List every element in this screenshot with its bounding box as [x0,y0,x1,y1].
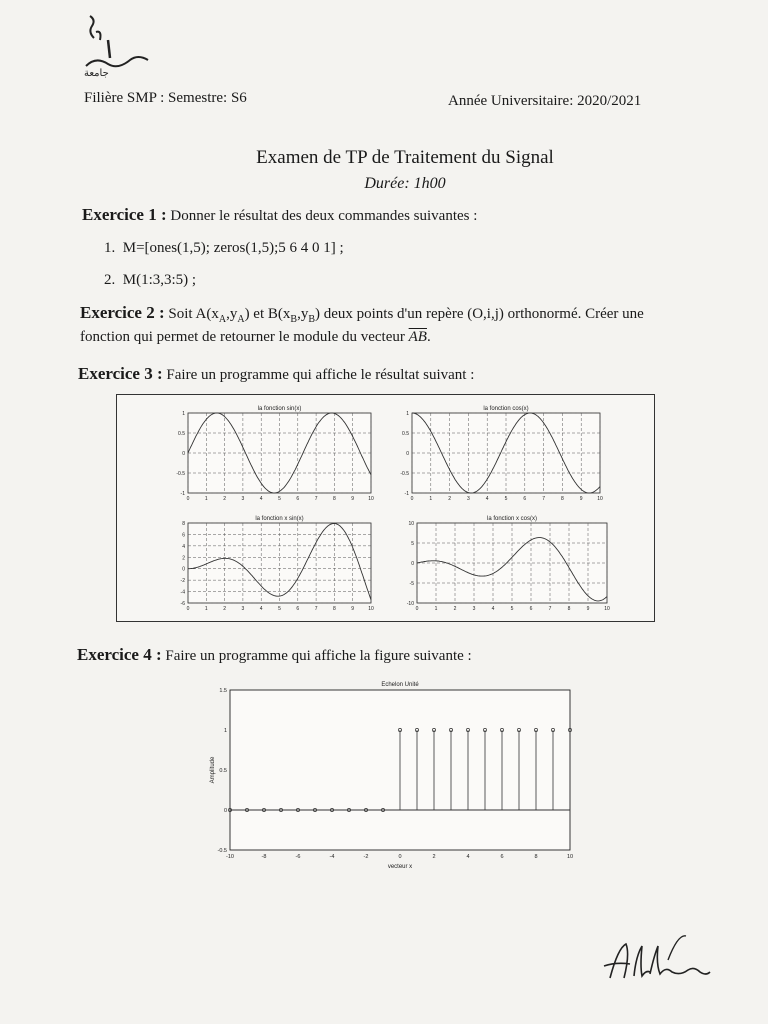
x-tick-label: 5 [278,606,281,612]
exercise-1-statement [82,205,477,225]
y-tick-label: 0.5 [178,431,185,437]
x-tick-label: 10 [597,496,603,502]
subplot-title: la fonction x sin(x) [255,516,304,522]
y-tick-label: 0 [182,451,185,457]
x-tick-label: 1 [204,496,208,502]
item-number: 2. [104,272,116,288]
ex2-sub: B [290,314,298,325]
x-tick-label: 7 [548,606,552,612]
x-tick-label: 4 [485,496,489,502]
x-tick-label: 0 [186,606,190,612]
y-tick-label: -1 [404,491,409,497]
exercise-4-statement [77,645,472,665]
annee-universitaire: Année Universitaire: 2020/2021 [448,93,642,109]
list-item [104,272,196,289]
subplot-title: la fonction cos(x) [483,406,529,412]
x-tick-label: 1 [434,606,438,612]
exercise-1-text: Donner le résultat des deux commandes suivantes : [170,208,478,224]
x-tick-label: 8 [567,606,571,612]
x-tick-label: 5 [278,496,281,502]
x-tick-label: 8 [333,606,336,612]
exercise-3-statement [78,364,474,384]
subplot-2 [400,406,603,502]
ex2-text: ) et B(x [244,306,291,322]
y-tick-label: -10 [406,601,414,607]
ex2-text: Soit A(x [168,306,219,322]
x-tick-label: 7 [542,496,545,502]
x-tick-label: 7 [314,496,318,502]
y-tick-label: 10 [408,521,414,527]
x-tick-label: 7 [314,606,318,612]
x-tick-label: 3 [241,606,245,612]
x-tick-label: 4 [491,606,495,612]
x-tick-label: 6 [523,496,527,502]
ex2-text: ) deux points d'un repère (O,i,j) orthonormé. Créer une [314,306,644,322]
y-tick-label: -0.5 [400,471,409,477]
subplot-title: la fonction sin(x) [257,406,302,412]
subplots-figure [117,395,654,621]
x-tick-label: 2 [223,496,226,502]
y-tick-label: -0.5 [217,848,227,854]
x-tick-label: -6 [295,854,301,860]
y-tick-label: -2 [180,578,185,585]
step-function-figure [200,676,590,876]
university-logo [78,10,158,78]
list-item [104,240,344,257]
exercise-3-figure [116,394,655,622]
ex2-text: ,y [226,306,238,322]
y-axis-label: Amplitude [210,756,216,784]
y-tick-label: -6 [180,601,185,607]
y-tick-label: 1.5 [219,688,227,694]
x-tick-label: 6 [500,854,504,860]
ex2-text: ,y [297,306,309,322]
exercise-1-label: Exercice 1 : [82,205,167,224]
y-tick-label: 0 [182,566,185,573]
y-tick-label: 0 [223,808,227,814]
x-tick-label: 9 [586,606,590,612]
x-tick-label: 0 [415,606,419,612]
x-axis-label: vecteur x [387,864,413,870]
y-tick-label: -0.5 [176,471,185,477]
y-tick-label: 0 [406,451,409,457]
x-tick-label: 6 [296,606,300,612]
subplot-4 [407,516,610,612]
logo-text: جامعة [84,68,109,78]
exercise-2-label: Exercice 2 : [80,303,165,322]
x-tick-label: -10 [226,854,234,860]
x-tick-label: 1 [204,606,208,612]
x-tick-label: 2 [453,606,457,612]
item-code: M=[ones(1,5); zeros(1,5);5 6 4 0 1] ; [122,240,344,256]
exercise-2-statement-line1 [80,303,644,325]
y-tick-label: -1 [180,491,185,497]
exercise-3-label: Exercice 3 : [78,364,163,383]
exam-title: Examen de TP de Traitement du Signal [256,147,554,168]
x-tick-label: 5 [510,606,514,612]
y-tick-label: 2 [182,555,185,562]
x-tick-label: 0 [398,854,402,860]
item-code: M(1:3,3:5) ; [122,272,197,288]
exam-duration: Durée: 1h00 [364,175,446,192]
y-tick-label: 8 [182,521,185,527]
subplot-3 [181,516,374,612]
ex2-text: fonction qui permet de retourner le module du vecteur [80,329,405,345]
x-tick-label: 2 [448,496,451,502]
ex2-sub: A [218,314,227,325]
handwritten-signature [590,930,750,1000]
x-tick-label: 6 [529,606,533,612]
ex2-sub: B [308,314,315,325]
x-tick-label: 8 [333,496,336,502]
x-tick-label: 3 [467,496,470,502]
exercise-3-text: Faire un programme qui affiche le résultat suivant : [166,367,475,383]
x-tick-label: 0 [186,496,190,502]
x-tick-label: 6 [296,496,300,502]
y-tick-label: 6 [182,532,185,539]
x-tick-label: 0 [410,496,414,502]
exercise-2-statement-line2 [80,329,431,346]
x-tick-label: 10 [368,606,374,612]
ex2-text: . [426,329,431,345]
x-tick-label: -2 [363,854,369,860]
x-tick-label: -8 [261,854,267,860]
x-tick-label: 10 [604,606,610,612]
filiere-semestre: Filière SMP : Semestre: S6 [84,90,247,106]
ex2-sub: A [237,314,245,325]
x-tick-label: 9 [351,606,355,612]
x-tick-label: 5 [504,496,508,502]
y-tick-label: 4 [182,543,185,550]
subplot-1 [176,406,374,502]
x-tick-label: 9 [579,496,583,502]
exercise-4-label: Exercice 4 : [77,645,162,664]
x-tick-label: 9 [351,496,355,502]
x-tick-label: -4 [329,854,335,860]
x-tick-label: 4 [259,496,263,502]
subplot-title: la fonction x cos(x) [486,516,538,522]
y-tick-label: 1 [182,411,185,417]
y-tick-label: 5 [411,541,414,547]
y-tick-label: 1 [223,728,227,734]
x-tick-label: 2 [432,854,436,860]
y-tick-label: 0.5 [219,768,227,774]
x-tick-label: 4 [259,606,263,612]
item-number: 1. [104,240,116,256]
vector-ab: $\overline{AB}$ [408,329,427,345]
x-tick-label: 3 [472,606,476,612]
x-tick-label: 8 [561,496,564,502]
chart-title: Echelon Unité [381,682,419,688]
x-tick-label: 4 [466,854,470,860]
x-tick-label: 3 [241,496,245,502]
y-tick-label: 1 [406,411,409,417]
x-tick-label: 1 [429,496,433,502]
x-tick-label: 10 [368,496,374,502]
y-tick-label: -5 [409,581,414,587]
x-tick-label: 8 [534,854,538,860]
y-tick-label: 0.5 [402,431,409,437]
x-tick-label: 2 [223,606,226,612]
x-tick-label: 10 [566,854,574,860]
exercise-4-text: Faire un programme qui affiche la figure suivante : [165,648,472,664]
y-tick-label: 0 [411,561,414,567]
y-tick-label: -4 [180,589,185,596]
